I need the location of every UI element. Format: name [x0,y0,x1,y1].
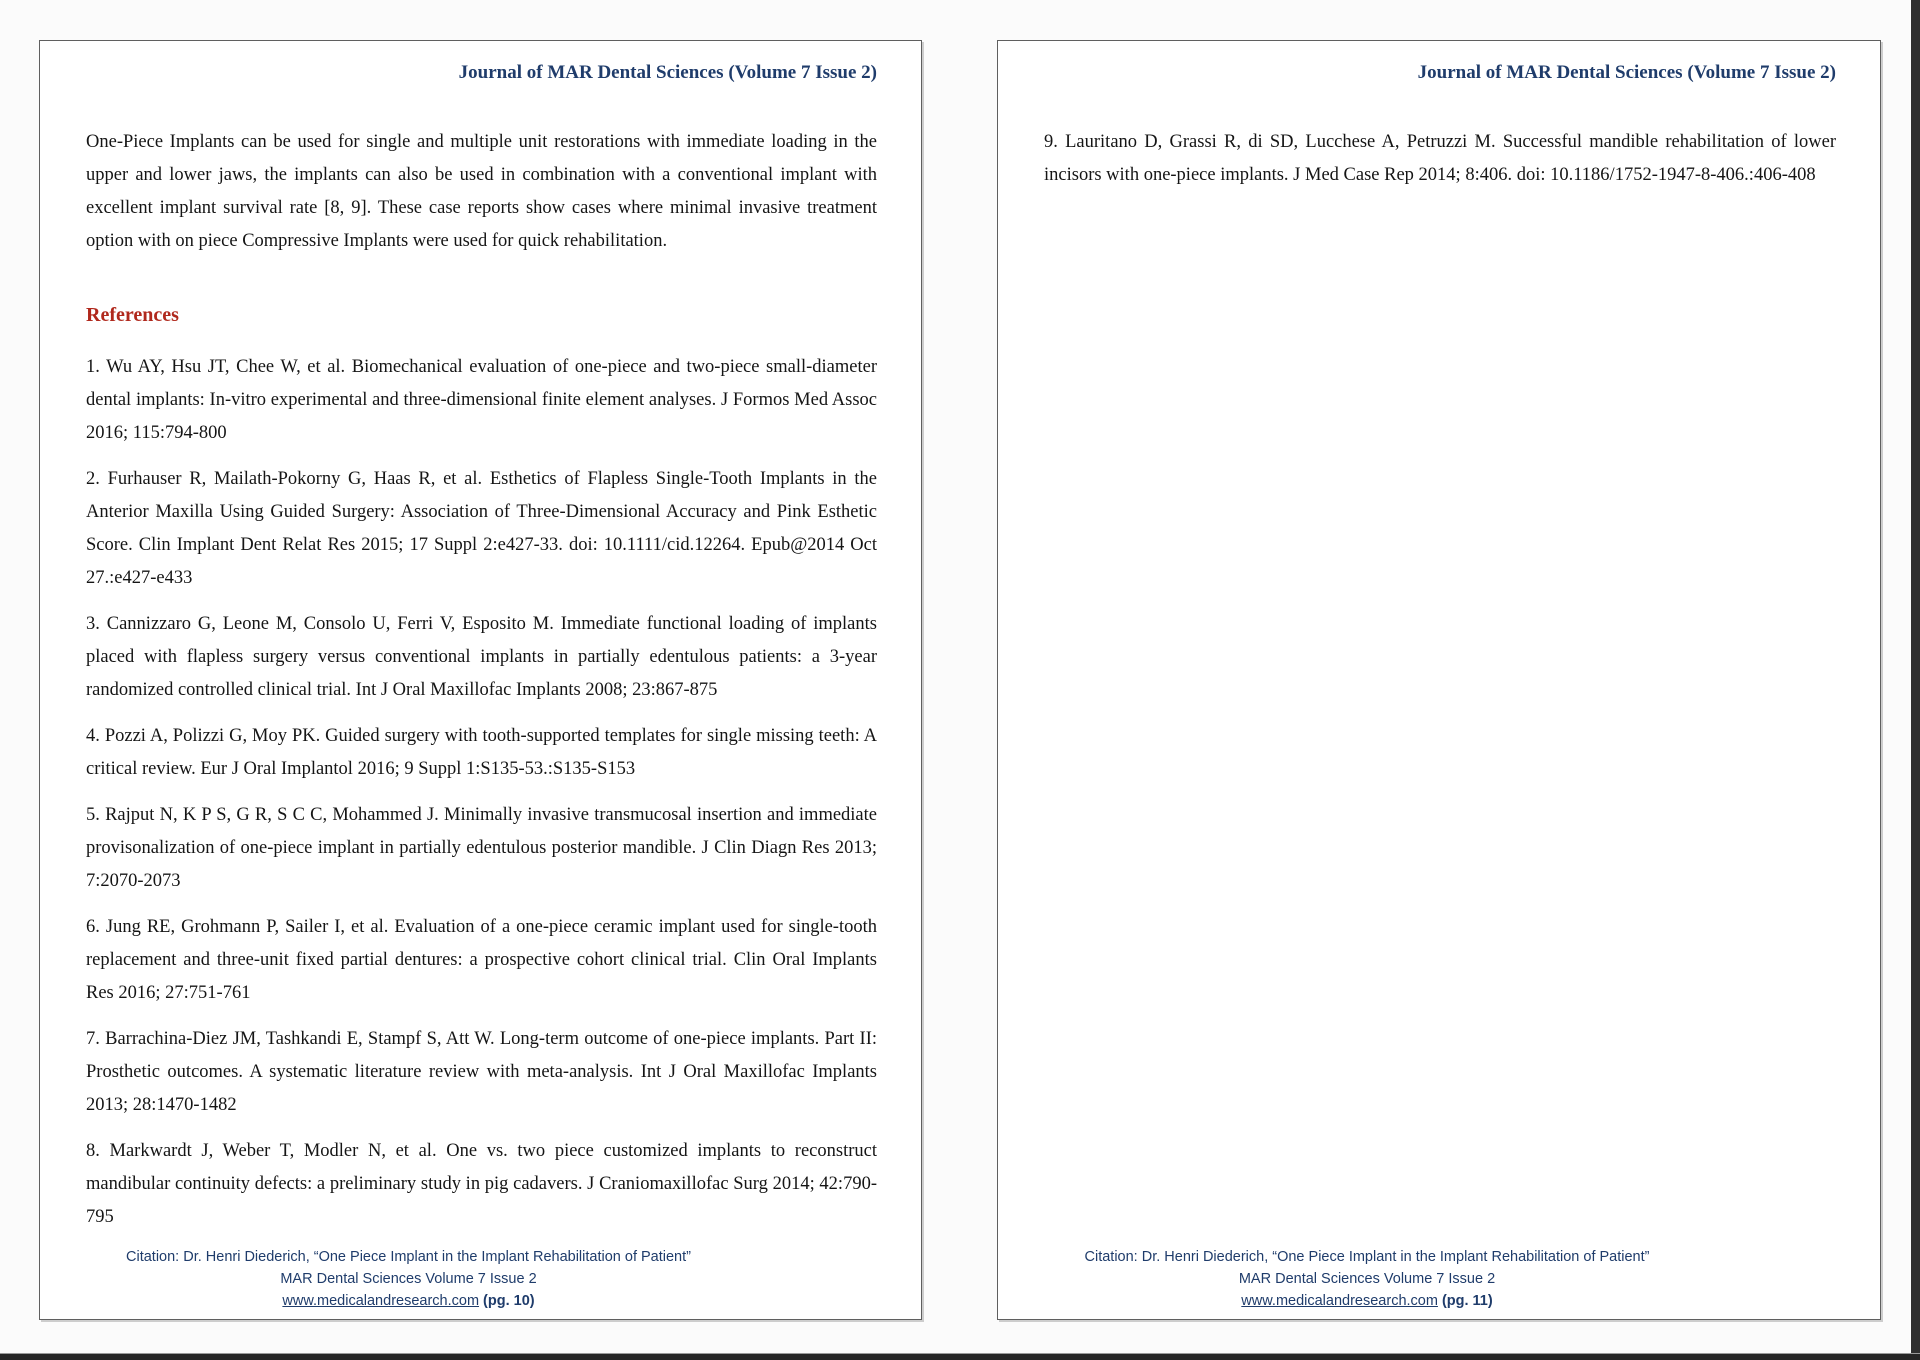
references-heading: References [86,304,179,326]
reference-item: 7. Barrachina-Diez JM, Tashkandi E, Stampf S, Att W. Long-term outcome of one-piece implants. Part II: Prosthetic outcomes. A systematic literature review with meta-analysis. Int J Oral Maxillofac Implants 2013; 28:1470-1482 [86,1029,877,1115]
reference-item: 5. Rajput N, K P S, G R, S C C, Mohammed J. Minimally invasive transmucosal insertion and immediate provisonalization of one-piece implant in partially edentulous posterior mandible. J Clin Diagn Res 2013; 7:2070-2073 [86,805,877,891]
journal-header: Journal of MAR Dental Sciences (Volume 7 Issue 2) [458,62,877,83]
footer-journal-line: MAR Dental Sciences Volume 7 Issue 2 [1238,1271,1496,1287]
viewer-right-edge [1911,0,1920,1360]
reference-item: 6. Jung RE, Grohmann P, Sailer I, et al. Evaluation of a one-piece ceramic implant used for single-tooth replacement and three-unit fixed partial dentures: a prospective cohort clinical trial. Clin Oral Implants Res 2016; 27:751-761 [86,917,877,1003]
viewer-bottom-edge [0,1353,1920,1360]
footer-website-link[interactable]: www.medicalandresearch.com [1241,1293,1438,1309]
reference-item: 3. Cannizzaro G, Leone M, Consolo U, Ferri V, Esposito M. Immediate functional loading of implants placed with flapless surgery versus conventional implants in partially edentulous patients: a 3-year randomized controlled clinical trial. Int J Oral Maxillofac Implants 2008; 23:867-875 [86,614,877,700]
footer-website-link[interactable]: www.medicalandresearch.com [282,1293,480,1309]
footer-journal-line: MAR Dental Sciences Volume 7 Issue 2 [280,1271,537,1287]
page-footer [86,1246,731,1312]
footer-page-number: (pg. 10) [483,1293,535,1309]
reference-item: 9. Lauritano D, Grassi R, di SD, Lucchese A, Petruzzi M. Successful mandible rehabilitation of lower incisors with one-piece implants. J Med Case Rep 2014; 8:406. doi: 10.1186/1752-1947-8-406.:406-408 [1044,132,1836,185]
journal-header: Journal of MAR Dental Sciences (Volume 7 Issue 2) [1417,62,1836,83]
reference-item: 1. Wu AY, Hsu JT, Chee W, et al. Biomechanical evaluation of one-piece and two-piece small-diameter dental implants: In-vitro experimental and three-dimensional finite element analyses. J Formos Med Assoc 2016; 115:794-800 [86,357,877,443]
footer-citation-line: Citation: Dr. Henri Diederich, “One Piece Implant in the Implant Rehabilitation of Patient” [1084,1249,1650,1265]
page-footer [1044,1246,1690,1312]
reference-item: 2. Furhauser R, Mailath-Pokorny G, Haas R, et al. Esthetics of Flapless Single-Tooth Implants in the Anterior Maxilla Using Guided Surgery: Association of Three-Dimensional Accuracy and Pink Esthetic Score. Clin Implant Dent Relat Res 2015; 17 Suppl 2:e427-33. doi: 10.1111/cid.12264. Epub@2014 Oct 27.:e427-e433 [86,469,877,588]
references-list [86,351,877,1234]
footer-citation-line: Citation: Dr. Henri Diederich, “One Piece Implant in the Implant Rehabilitation of Patient” [126,1249,691,1265]
document-page-left [39,40,922,1320]
reference-item: 8. Markwardt J, Weber T, Modler N, et al. One vs. two piece customized implants to reconstruct mandibular continuity defects: a preliminary study in pig cadavers. J Craniomaxillofac Surg 2014; 42:790-795 [86,1141,877,1227]
footer-website-line [1044,1290,1690,1312]
footer-website-line [86,1290,731,1312]
footer-page-number: (pg. 11) [1441,1293,1493,1309]
reference-item: 4. Pozzi A, Polizzi G, Moy PK. Guided surgery with tooth-supported templates for single missing teeth: A critical review. Eur J Oral Implantol 2016; 9 Suppl 1:S135-53.:S135-S153 [86,726,877,779]
intro-paragraph: One-Piece Implants can be used for single and multiple unit restorations with immediate loading in the upper and lower jaws, the implants can also be used in combination with a conventional implant with excellent implant survival rate [8, 9]. These case reports show cases where minimal invasive treatment option with on piece Compressive Implants were used for quick rehabilitation. [86,132,877,251]
document-page-right [997,40,1881,1320]
